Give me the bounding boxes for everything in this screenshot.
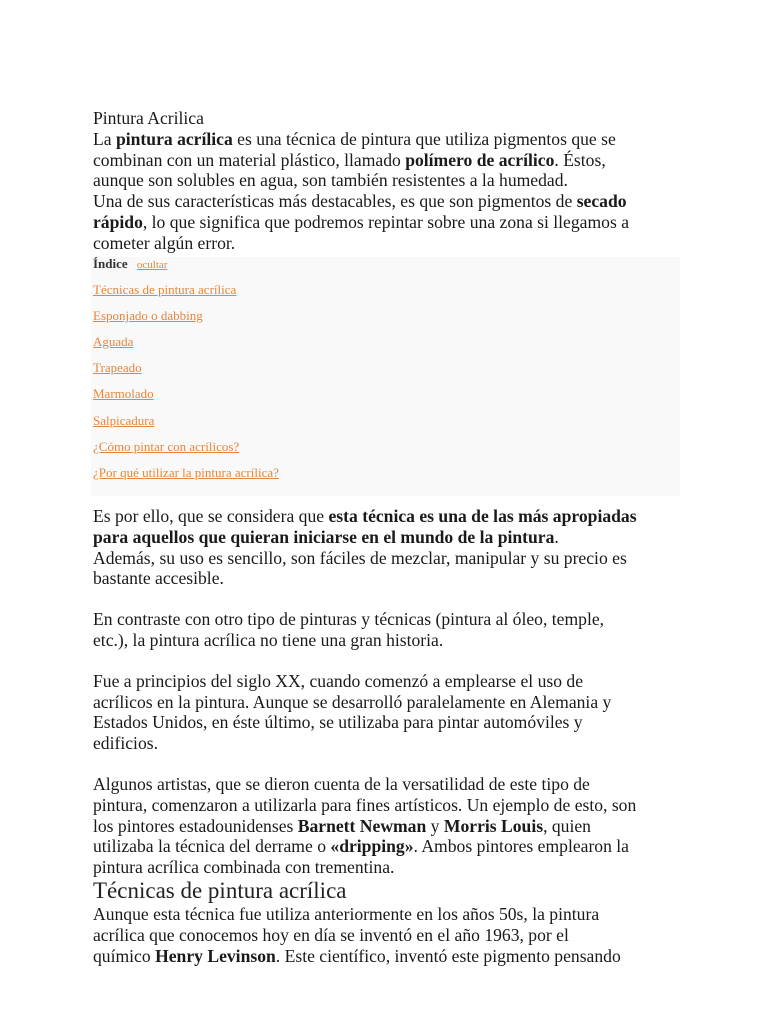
text-line: rápido, lo que significa que podremos repintar sobre una zona si llegamos a bbox=[93, 211, 630, 232]
toc-link-marmolado[interactable]: Marmolado bbox=[93, 386, 154, 402]
section-heading: Técnicas de pintura acrílica bbox=[93, 878, 347, 904]
text-line: combinan con un material plástico, llamado polímero de acrílico. Éstos, bbox=[93, 149, 606, 170]
text-line: para aquellos que quieran iniciarse en el mundo de la pintura. bbox=[93, 526, 559, 547]
text-line: etc.), la pintura acrílica no tiene una gran historia. bbox=[93, 630, 444, 651]
text-line: En contraste con otro tipo de pinturas y técnicas (pintura al óleo, temple, bbox=[93, 609, 605, 630]
text-line: edificios. bbox=[93, 733, 158, 754]
text-line: acrílicos en la pintura. Aunque se desarrolló paralelamente en Alemania y bbox=[93, 691, 612, 712]
toc-item bbox=[93, 466, 680, 492]
toc-link-por-que[interactable]: ¿Por qué utilizar la pintura acrílica? bbox=[93, 464, 279, 480]
text-line: pintura, comenzaron a utilizarla para fines artísticos. Un ejemplo de esto, son bbox=[93, 794, 637, 815]
text-line: los pintores estadounidenses Barnett Newman y Morris Louis, quien bbox=[93, 815, 591, 836]
paragraph bbox=[93, 904, 683, 966]
document-title: Pintura Acrilica bbox=[93, 108, 204, 128]
document-page bbox=[93, 108, 683, 966]
toc-link-aguada[interactable]: Aguada bbox=[93, 333, 134, 349]
toc-item bbox=[93, 309, 680, 335]
text-line: acrílica que conocemos hoy en día se inventó en el año 1963, por el bbox=[93, 924, 569, 945]
text-line: pintura acrílica combinada con trementina. bbox=[93, 857, 395, 878]
table-of-contents bbox=[91, 257, 680, 497]
text-line: La pintura acrílica es una técnica de pintura que utiliza pigmentos que se bbox=[93, 128, 616, 149]
text-line: Una de sus características más destacables, es que son pigmentos de secado bbox=[93, 191, 627, 212]
toc-item bbox=[93, 335, 680, 361]
toc-hide-link[interactable]: ocultar bbox=[136, 258, 168, 271]
toc-item bbox=[93, 283, 680, 309]
toc-item bbox=[93, 361, 680, 387]
paragraph bbox=[93, 671, 683, 754]
text-line: Estados Unidos, en éste último, se utilizaba para pintar automóviles y bbox=[93, 712, 583, 733]
toc-link-esponjado[interactable]: Esponjado o dabbing bbox=[93, 307, 203, 323]
intro-paragraph bbox=[93, 129, 683, 254]
toc-link-salpicadura[interactable]: Salpicadura bbox=[93, 412, 155, 428]
text-line: Es por ello, que se considera que esta técnica es una de las más apropiadas bbox=[93, 506, 637, 527]
text-line: Algunos artistas, que se dieron cuenta de la versatilidad de este tipo de bbox=[93, 774, 590, 795]
toc-link-como-pintar[interactable]: ¿Cómo pintar con acrílicos? bbox=[93, 438, 240, 454]
text-line: aunque son solubles en agua, son también resistentes a la humedad. bbox=[93, 170, 568, 191]
text-line: Además, su uso es sencillo, son fáciles de mezclar, manipular y su precio es bbox=[93, 547, 627, 568]
text-line: bastante accesible. bbox=[93, 568, 224, 589]
toc-item bbox=[93, 440, 680, 466]
toc-header bbox=[93, 257, 680, 283]
paragraph bbox=[93, 609, 683, 651]
toc-item bbox=[93, 387, 680, 413]
paragraph bbox=[93, 506, 683, 589]
text-line: cometer algún error. bbox=[93, 232, 236, 253]
text-line: utilizaba la técnica del derrame o «dripping». Ambos pintores emplearon la bbox=[93, 836, 629, 857]
toc-link-tecnicas[interactable]: Técnicas de pintura acrílica bbox=[93, 281, 237, 297]
toc-item bbox=[93, 414, 680, 440]
text-line: Aunque esta técnica fue utiliza anteriormente en los años 50s, la pintura bbox=[93, 904, 600, 925]
paragraph bbox=[93, 774, 683, 878]
toc-title: Índice bbox=[93, 255, 128, 271]
text-line: químico Henry Levinson. Este científico, inventó este pigmento pensando bbox=[93, 945, 621, 966]
toc-link-trapeado[interactable]: Trapeado bbox=[93, 360, 142, 376]
text-line: Fue a principios del siglo XX, cuando comenzó a emplearse el uso de bbox=[93, 670, 584, 691]
